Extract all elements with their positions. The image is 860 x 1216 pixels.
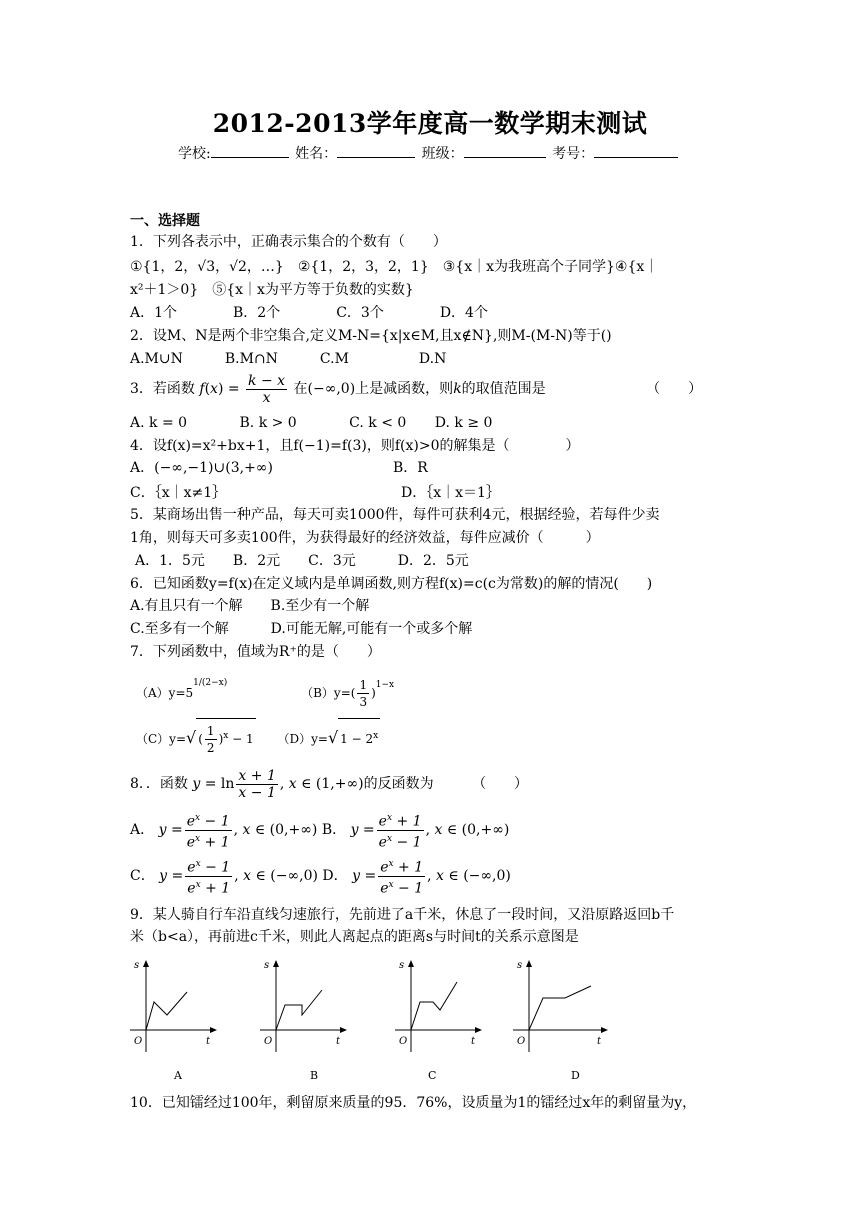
q3-fraction: $\frac{k - x}{x}$: [248, 372, 286, 406]
q9-line1: 9．某人骑自行车沿直线匀速旅行，先前进了a千米，休息了一段时间，又沿原路返回b千: [130, 907, 675, 923]
q9-line2: 米（b<a），再前进c千米，则此人离起点的距离s与时间t的关系示意图是: [130, 929, 579, 945]
q1-line2: ①{1，2，√3，√2，…} ②{1，2，3，2，1} ③{x｜x为我班高个子同学}④{x｜: [130, 259, 659, 275]
q8-row1: A． y = $\frac{e^x - 1}{e^x + 1}$ , x ∈ (0,+∞) B． y = $\frac{e^x + 1}{e^x - 1}$ , x ∈ (0,+∞): [130, 810, 509, 850]
graph-d: [505, 960, 615, 1055]
axis-t-label: t: [336, 1036, 341, 1047]
graph-b: [252, 960, 352, 1055]
origin-label: O: [134, 1036, 143, 1047]
q6-opt2: C.至多有一个解 D.可能无解,可能有一个或多个解: [130, 621, 473, 637]
origin-label: O: [399, 1036, 408, 1047]
q4-opt-b: B．R: [393, 460, 428, 476]
q2-options: A.M∪N B.M∩N C.M D.N: [130, 351, 447, 367]
q2-stem: 2．设M、N是两个非空集合,定义M-N={x|x∈M,且x∉N},则M-(M-N)等于(): [130, 328, 612, 344]
q5-line1: 5．某商场出售一种产品，每天可卖1000件，每件可获利4元，根据经验，若每件少卖: [130, 507, 660, 523]
q3-stem: 3．若函数 f(x) = $\frac{k - x}{x}$ 在(−∞,0)上是减函数，则k的取值范围是 （ ）: [130, 372, 703, 406]
axis-s-label: s: [264, 960, 270, 971]
q6-opt1: A.有且只有一个解 B.至少有一个解: [130, 598, 370, 614]
axis-s-label: s: [517, 960, 523, 971]
q7-row1: $(A)y=5^{1/(2-x)}$ （B）y=( $\frac{1}{3}$ )$^{1-x}$: [136, 678, 395, 709]
q4-stem: 4．设f(x)=x²+bx+1，且f(−1)=f(3)，则f(x)>0的解集是（ ）: [130, 438, 580, 454]
q4-opt-c: C．｛x｜x≠1｝: [130, 485, 227, 501]
q4-opt-a: A．(−∞,−1)∪(3,+∞): [130, 460, 273, 476]
graph-label-d: D: [571, 1069, 580, 1082]
q6-stem: 6．已知函数y=f(x)在定义域内是单调函数,则方程f(x)=c(c为常数)的解的情况( ): [130, 576, 653, 592]
graph-label-b: B: [310, 1069, 319, 1082]
school-blank[interactable]: [211, 144, 289, 158]
q3-options: A. k = 0 B. k > 0 C. k < 0 D. k ≥ 0: [130, 415, 493, 431]
axis-s-label: s: [134, 960, 140, 971]
origin-label: O: [517, 1036, 526, 1047]
origin-label: O: [264, 1036, 273, 1047]
q1-line3: x²＋1＞0} ⑤{x｜x为平方等于负数的实数}: [130, 282, 414, 298]
q1-stem: 1．下列各表示中，正确表示集合的个数有（ ）: [130, 234, 447, 250]
q7-row2: （C）y=√ ( $\frac{1}{2}$ )$^x$ − 1 （D）y=√ $1 - 2^x$: [136, 718, 380, 756]
axis-t-label: t: [206, 1036, 211, 1047]
section-heading: 一、选择题: [130, 213, 200, 229]
axis-s-label: s: [399, 960, 405, 971]
class-label: 班级：: [421, 146, 464, 162]
school-label: 学校:: [178, 146, 211, 162]
axis-t-label: t: [471, 1036, 476, 1047]
q5-line2: 1角，则每天可多卖100件，为获得最好的经济效益，每件应减价（ ）: [130, 530, 600, 546]
graph-a: [122, 960, 222, 1055]
q7-stem: 7．下列函数中，值域为R⁺的是（ ）: [130, 644, 381, 660]
q10-line1: 10．已知镭经过100年，剩留原来质量的95．76%，设质量为1的镭经过x年的剩留量为y，: [130, 1095, 697, 1111]
axis-t-label: t: [597, 1036, 602, 1047]
q5-options: A．1．5元 B．2元 C．3元 D．2．5元: [135, 553, 469, 569]
name-label: 姓名：: [295, 146, 338, 162]
exam-no-blank[interactable]: [594, 144, 678, 158]
page-title: 2012-2013学年度高一数学期末测试: [212, 109, 648, 138]
exam-no-label: 考号：: [552, 146, 595, 162]
q8-stem: 8．．函数 y = ln $\frac{x + 1}{x - 1}$ , x ∈ (1,+∞)的反函数为 （ ）: [130, 767, 529, 801]
q1-options: A．1个 B．2个 C．3个 D．4个: [130, 305, 488, 321]
student-info-line: [178, 143, 680, 163]
q4-opt-d: D．｛x｜x＝1｝: [401, 485, 500, 501]
name-blank[interactable]: [337, 144, 415, 158]
q8-row2: C． y = $\frac{e^x - 1}{e^x + 1}$ , x ∈ (−∞,0) D． y = $\frac{e^x + 1}{e^x - 1}$ , x ∈ (−∞,0): [130, 856, 511, 896]
graph-label-c: C: [428, 1069, 437, 1082]
graph-c: [387, 960, 487, 1055]
class-blank[interactable]: [464, 144, 546, 158]
graph-label-a: A: [174, 1069, 182, 1082]
